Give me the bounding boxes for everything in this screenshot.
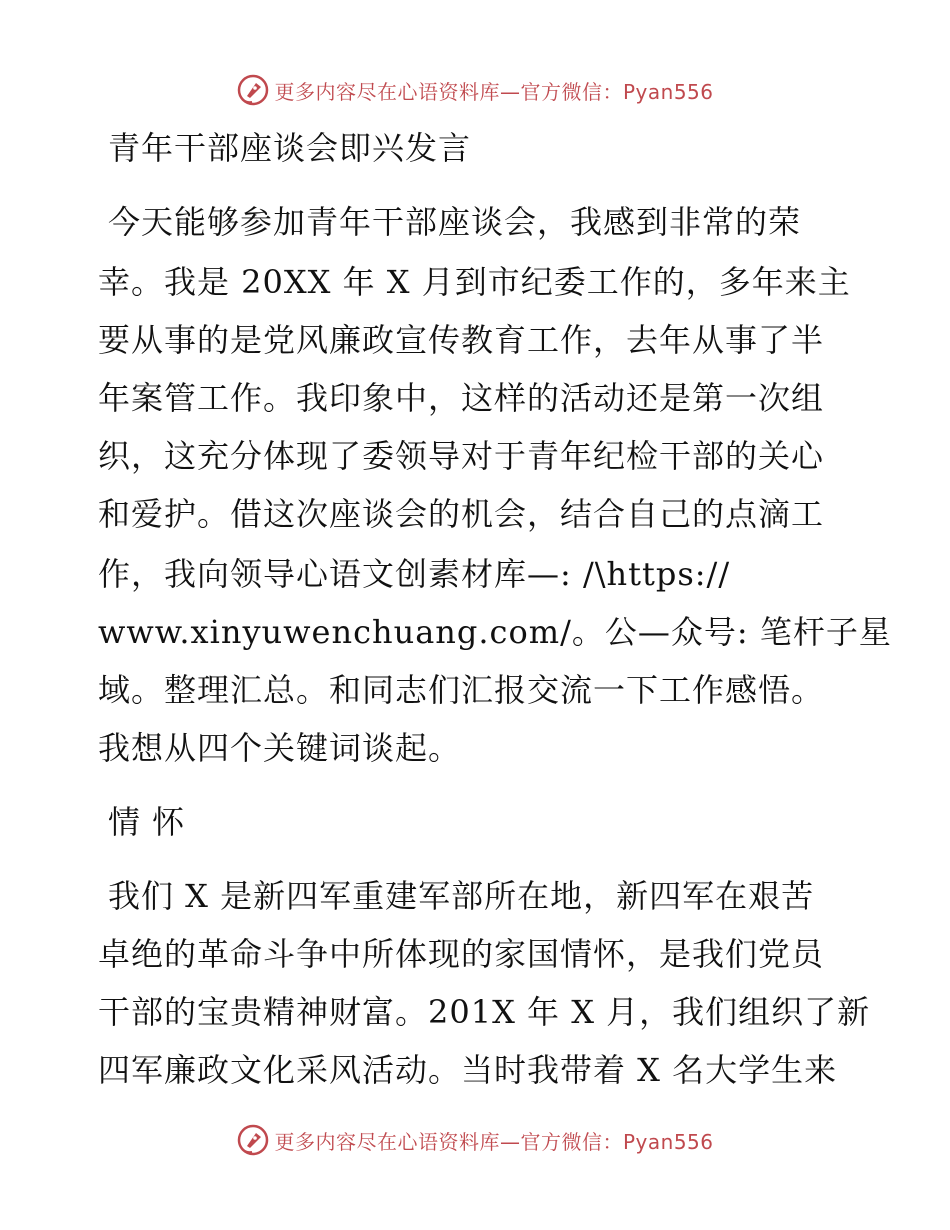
header-text: 更多内容尽在心语资料库—官方微信：: [274, 79, 623, 104]
paragraph-line: 我们 X 是新四军重建军部所在地，新四军在艰苦: [108, 877, 815, 915]
header-banner-text: [274, 76, 713, 105]
paragraph-line: 年案管工作。我印象中，这样的活动还是第一次组: [98, 379, 825, 417]
paragraph-line: 织，这充分体现了委领导对于青年纪检干部的关心: [98, 437, 825, 475]
paragraph-line: 我想从四个关键词谈起。: [98, 729, 462, 767]
paragraph-line: 作，我向领导心语文创素材库—: /\https://: [98, 555, 731, 593]
paragraph-line: 四军廉政文化采风活动。当时我带着 X 名大学生来: [98, 1051, 838, 1089]
section-heading: 情 怀: [108, 803, 186, 841]
paragraph-line: 干部的宝贵精神财富。201X 年 X 月，我们组织了新: [98, 993, 871, 1031]
footer-banner: [0, 1120, 950, 1160]
paragraph-line: 要从事的是党风廉政宣传教育工作，去年从事了半: [98, 321, 825, 359]
footer-banner-text: [274, 1126, 713, 1155]
pen-nib-circle-logo-icon: [236, 73, 270, 107]
header-wechat-id: Pyan556: [622, 79, 714, 104]
footer-text: 更多内容尽在心语资料库—官方微信：: [274, 1129, 623, 1154]
paragraph-line: 卓绝的革命斗争中所体现的家国情怀，是我们党员: [98, 935, 825, 973]
paragraph-line: 幸。我是 20XX 年 X 月到市纪委工作的，多年来主: [98, 263, 851, 301]
pen-nib-circle-logo-icon: [236, 1123, 270, 1157]
paragraph-line: www.xinyuwenchuang.com/。公—众号: 笔杆子星: [98, 613, 892, 651]
footer-wechat-id: Pyan556: [622, 1129, 714, 1154]
header-banner: [0, 70, 950, 110]
paragraph-line: 域。整理汇总。和同志们汇报交流一下工作感悟。: [98, 671, 825, 709]
paragraph-line: 和爱护。借这次座谈会的机会，结合自己的点滴工: [98, 495, 825, 533]
paragraph-line: 今天能够参加青年干部座谈会，我感到非常的荣: [108, 203, 802, 241]
document-title: 青年干部座谈会即兴发言: [108, 129, 472, 167]
